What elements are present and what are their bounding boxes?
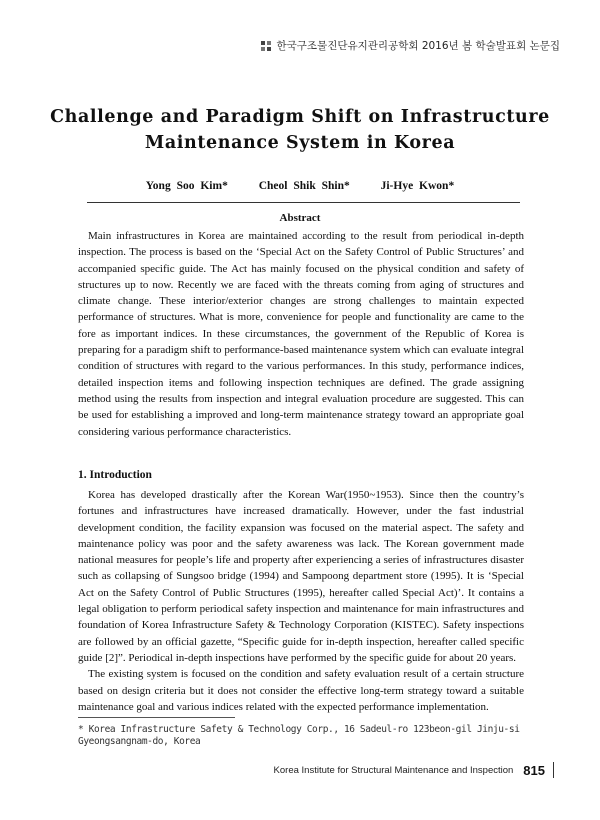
page-footer xyxy=(274,762,554,778)
footnote-divider xyxy=(78,717,235,718)
author-affiliation-footnote: * Korea Infrastructure Safety & Technology Corp., 16 Sadeul-ro 123beon-gil Jinju-si Gyeongsangnam-do, Korea xyxy=(78,724,520,747)
abstract-text: Main infrastructures in Korea are maintained according to the result from periodical in-depth inspection. The process is based on the ‘Special Act on the Safety Control of Public Structures’ and accompanied specific guide. The Act has mainly focused on the physical condition and safety of structures up to now. Recently we are faced with the threats coming from aging of structures and climate change. These interior/exterior changes are strong challenges to maintain expected performance of structures. What is more, convenience for people and functionality are came to the fore as important indices. In these circumstances, the government of the Republic of Korea is preparing for a paradigm shift to performance-based maintenance system which can evaluate integral condition of structures with regard to the various performances. In this study, performance indices, detailed inspection items and following inspection techniques are defined. The grade assigning method using the results from inspection and integral evaluation procedure are suggested. This can be used for establishing a improved and long-term maintenance strategy toward an appropriate goal considering various performance characteristics. xyxy=(78,230,524,438)
introduction-body xyxy=(78,487,524,715)
society-logo-icon xyxy=(260,40,272,52)
running-header xyxy=(260,38,560,53)
paper-title xyxy=(0,104,600,156)
proceedings-title: 한국구조물진단유지관리공학회 2016년 봄 학술발표회 논문집 xyxy=(276,40,560,52)
title-divider xyxy=(87,202,520,203)
title-line-1: Challenge and Paradigm Shift on Infrastructure xyxy=(50,107,550,127)
page-number: 815 xyxy=(523,762,545,778)
author-name: Yong Soo Kim* xyxy=(145,180,228,192)
footer-organization: Korea Institute for Structural Maintenance and Inspection xyxy=(273,764,514,776)
author-name: Ji-Hye Kwon* xyxy=(380,180,455,192)
title-line-2: Maintenance System in Korea xyxy=(144,133,456,153)
section-heading-introduction: 1. Introduction xyxy=(78,469,152,481)
footer-divider xyxy=(553,762,554,778)
paragraph: The existing system is focused on the condition and safety evaluation result of a certain structure based on design criteria but it does not consider the effective long-term strategy toward a suitable maintenance goal and various indices related with the expected performance implementation. xyxy=(78,668,524,713)
paragraph: Korea has developed drastically after the Korean War(1950~1953). Since then the country’s fortunes and infrastructures have increased dramatically. However, under the fast industrial development condition, the facility expansion was focused on the material aspect. The safety and maintenance policy was poor and the safety awareness was lack. The Korean government made national measures for people’s life and property after experiencing a series of infrastructures disaster such as collapsing of Sungsoo bridge (1994) and Sampoong department store (1995). It is ‘Special Act on the Safety Control of Public Structures (1995), hereafter called Special Act)’. It contains a legal obligation to perform periodical safety inspection and maintenance for main infrastructures and foundation of Korea Infrastructure Safety & Technology Corporation (KISTEC). Safety inspections are followed by an official gazette, “Specific guide for in-depth inspection, hereafter called specific guide [2]”. Periodical in-depth inspections have performed by the specific guide for about 20 years. xyxy=(78,489,524,664)
author-list xyxy=(0,180,600,192)
abstract-heading: Abstract xyxy=(279,212,321,224)
author-name: Cheol Shik Shin* xyxy=(258,180,350,192)
